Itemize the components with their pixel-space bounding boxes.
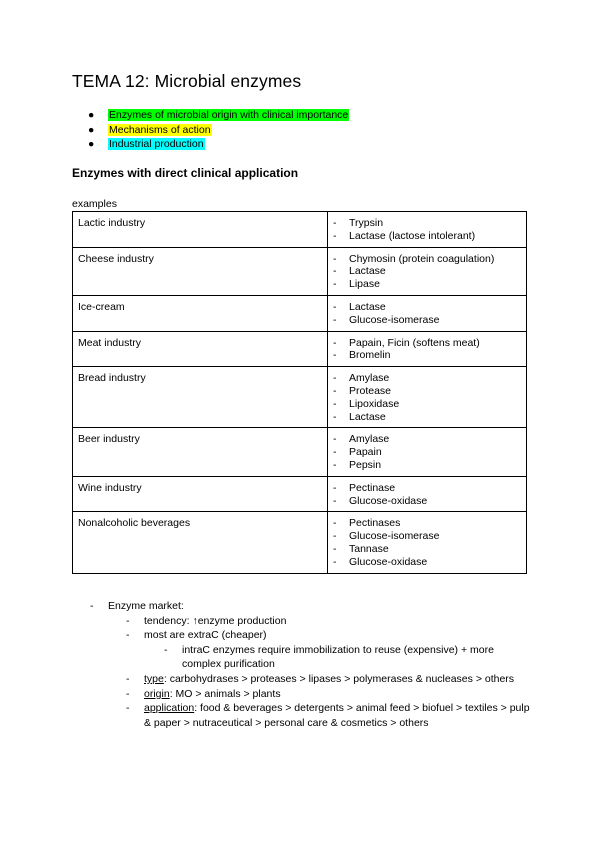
enzyme-table bbox=[72, 211, 527, 574]
market-type-text: : carbohydrases > proteases > lipases > polymerases & nucleases > others bbox=[163, 672, 515, 685]
dash: - bbox=[333, 494, 337, 507]
enzyme-name: Papain, Ficin (softens meat) bbox=[349, 336, 480, 349]
market-item bbox=[90, 628, 530, 643]
table-row bbox=[73, 476, 527, 512]
enzymes-cell bbox=[328, 331, 527, 367]
enzyme-item bbox=[333, 337, 522, 350]
industry-cell: Cheese industry bbox=[73, 247, 328, 295]
enzyme-item bbox=[333, 482, 522, 495]
table-caption: examples bbox=[72, 198, 117, 210]
enzyme-list bbox=[333, 337, 522, 363]
enzyme-name: Trypsin bbox=[349, 217, 384, 229]
dash: - bbox=[333, 278, 337, 291]
dash: - bbox=[333, 397, 337, 410]
dash: - bbox=[333, 336, 337, 349]
dash: - bbox=[90, 600, 94, 612]
dash: - bbox=[333, 349, 337, 362]
topic-item bbox=[88, 137, 349, 152]
enzyme-item bbox=[333, 433, 522, 446]
enzyme-name: Glucose-isomerase bbox=[349, 530, 440, 543]
enzyme-name: Lactase bbox=[349, 410, 386, 423]
dash: - bbox=[126, 629, 130, 642]
dash: - bbox=[333, 217, 337, 229]
enzyme-item bbox=[333, 372, 522, 385]
dash: - bbox=[126, 687, 130, 700]
enzymes-cell bbox=[328, 428, 527, 476]
market-type-label: type bbox=[144, 672, 164, 685]
enzyme-name: Amylase bbox=[349, 433, 390, 446]
dash: - bbox=[333, 300, 337, 313]
enzyme-name: Protease bbox=[349, 384, 392, 397]
enzyme-name: Lactase (lactose intolerant) bbox=[349, 229, 476, 242]
market-item bbox=[90, 701, 530, 730]
table-row bbox=[73, 247, 527, 295]
dash: - bbox=[333, 458, 337, 471]
enzyme-list bbox=[333, 433, 522, 471]
enzyme-name: Bromelin bbox=[349, 349, 391, 362]
enzyme-item bbox=[333, 217, 522, 230]
market-heading: Enzyme market: bbox=[108, 600, 184, 612]
topic-list bbox=[88, 108, 349, 152]
enzymes-cell bbox=[328, 247, 527, 295]
enzyme-list bbox=[333, 253, 522, 291]
enzyme-list bbox=[333, 517, 522, 568]
enzyme-item bbox=[333, 446, 522, 459]
table-row bbox=[73, 512, 527, 573]
enzymes-cell bbox=[328, 512, 527, 573]
enzyme-name: Chymosin (protein coagulation) bbox=[349, 252, 495, 265]
market-tendency: tendency: ↑enzyme production bbox=[144, 614, 287, 627]
market-item bbox=[90, 687, 530, 702]
enzyme-list bbox=[333, 372, 522, 423]
enzymes-cell bbox=[328, 212, 527, 248]
enzyme-item bbox=[333, 349, 522, 362]
table-row bbox=[73, 367, 527, 428]
industry-cell: Nonalcoholic beverages bbox=[73, 512, 328, 573]
enzyme-name: Lactase bbox=[349, 300, 386, 313]
dash: - bbox=[333, 229, 337, 242]
topic-text: Mechanisms of action bbox=[109, 123, 211, 136]
enzyme-item bbox=[333, 265, 522, 278]
topic-text: Enzymes of microbial origin with clinical importance bbox=[109, 109, 349, 121]
industry-cell: Wine industry bbox=[73, 476, 328, 512]
dash: - bbox=[126, 702, 130, 715]
enzyme-item bbox=[333, 230, 522, 243]
dash: - bbox=[333, 481, 337, 494]
enzyme-item bbox=[333, 278, 522, 291]
dash: - bbox=[333, 372, 337, 385]
table-row bbox=[73, 295, 527, 331]
enzymes-cell bbox=[328, 367, 527, 428]
dash: - bbox=[164, 643, 168, 656]
section-heading: Enzymes with direct clinical application bbox=[72, 166, 299, 180]
enzyme-item bbox=[333, 385, 522, 398]
enzyme-market-list bbox=[90, 599, 530, 730]
dash: - bbox=[333, 517, 337, 530]
market-item bbox=[90, 614, 530, 629]
dash: - bbox=[333, 410, 337, 423]
enzyme-name: Lipoxidase bbox=[349, 397, 400, 410]
dash: - bbox=[333, 433, 337, 446]
dash: - bbox=[333, 446, 337, 459]
market-subitem bbox=[90, 643, 530, 672]
enzyme-name: Glucose-oxidase bbox=[349, 494, 428, 507]
enzyme-item bbox=[333, 301, 522, 314]
enzyme-item bbox=[333, 556, 522, 569]
dash: - bbox=[333, 555, 337, 568]
enzymes-cell bbox=[328, 476, 527, 512]
dash: - bbox=[333, 313, 337, 326]
industry-cell: Meat industry bbox=[73, 331, 328, 367]
table-row bbox=[73, 331, 527, 367]
enzyme-list bbox=[333, 482, 522, 508]
dash: - bbox=[333, 252, 337, 265]
market-item bbox=[90, 672, 530, 687]
bullet: ● bbox=[88, 109, 95, 121]
dash: - bbox=[126, 614, 130, 627]
industry-cell: Ice-cream bbox=[73, 295, 328, 331]
enzyme-item bbox=[333, 543, 522, 556]
industry-cell: Lactic industry bbox=[73, 212, 328, 248]
enzyme-name: Glucose-isomerase bbox=[349, 313, 440, 326]
enzyme-name: Tannase bbox=[349, 542, 389, 555]
enzyme-item bbox=[333, 253, 522, 266]
table-row bbox=[73, 212, 527, 248]
enzyme-name: Pectinases bbox=[349, 517, 401, 530]
dash: - bbox=[333, 384, 337, 397]
bullet: ● bbox=[88, 138, 95, 150]
topic-item bbox=[88, 108, 349, 123]
bullet: ● bbox=[88, 123, 95, 136]
enzyme-item bbox=[333, 495, 522, 508]
enzyme-name: Glucose-oxidase bbox=[349, 555, 428, 568]
enzyme-list bbox=[333, 217, 522, 243]
enzyme-name: Papain bbox=[349, 446, 382, 459]
enzyme-item bbox=[333, 411, 522, 424]
dash: - bbox=[126, 672, 130, 685]
enzyme-item bbox=[333, 530, 522, 543]
enzyme-item bbox=[333, 398, 522, 411]
dash: - bbox=[333, 265, 337, 278]
enzyme-table-body bbox=[73, 212, 527, 574]
topic-item bbox=[88, 123, 349, 138]
enzyme-item bbox=[333, 459, 522, 472]
topic-text: Industrial production bbox=[109, 138, 204, 150]
enzyme-name: Amylase bbox=[349, 372, 390, 385]
enzyme-item bbox=[333, 517, 522, 530]
market-origin-text: : MO > animals > plants bbox=[169, 687, 281, 700]
industry-cell: Bread industry bbox=[73, 367, 328, 428]
table-row bbox=[73, 428, 527, 476]
enzyme-name: Pectinase bbox=[349, 481, 396, 494]
market-origin-label: origin bbox=[144, 687, 170, 700]
market-intrac: intraC enzymes require immobilization to reuse (expensive) + more complex purification bbox=[182, 643, 494, 671]
enzyme-name: Lactase bbox=[349, 265, 386, 278]
page-title: TEMA 12: Microbial enzymes bbox=[72, 71, 302, 91]
industry-cell: Beer industry bbox=[73, 428, 328, 476]
enzymes-cell bbox=[328, 295, 527, 331]
enzyme-name: Lipase bbox=[349, 278, 380, 291]
market-extrac: most are extraC (cheaper) bbox=[144, 629, 267, 642]
enzyme-list bbox=[333, 301, 522, 327]
enzyme-name: Pepsin bbox=[349, 458, 382, 471]
market-heading-item bbox=[90, 599, 530, 614]
enzyme-item bbox=[333, 314, 522, 327]
dash: - bbox=[333, 542, 337, 555]
dash: - bbox=[333, 530, 337, 543]
market-application-text: : food & beverages > detergents > animal feed > biofuel > textiles > pulp & paper > nutraceutical > personal care & cosmetics > others bbox=[144, 702, 530, 729]
market-application-label: application bbox=[144, 702, 195, 715]
